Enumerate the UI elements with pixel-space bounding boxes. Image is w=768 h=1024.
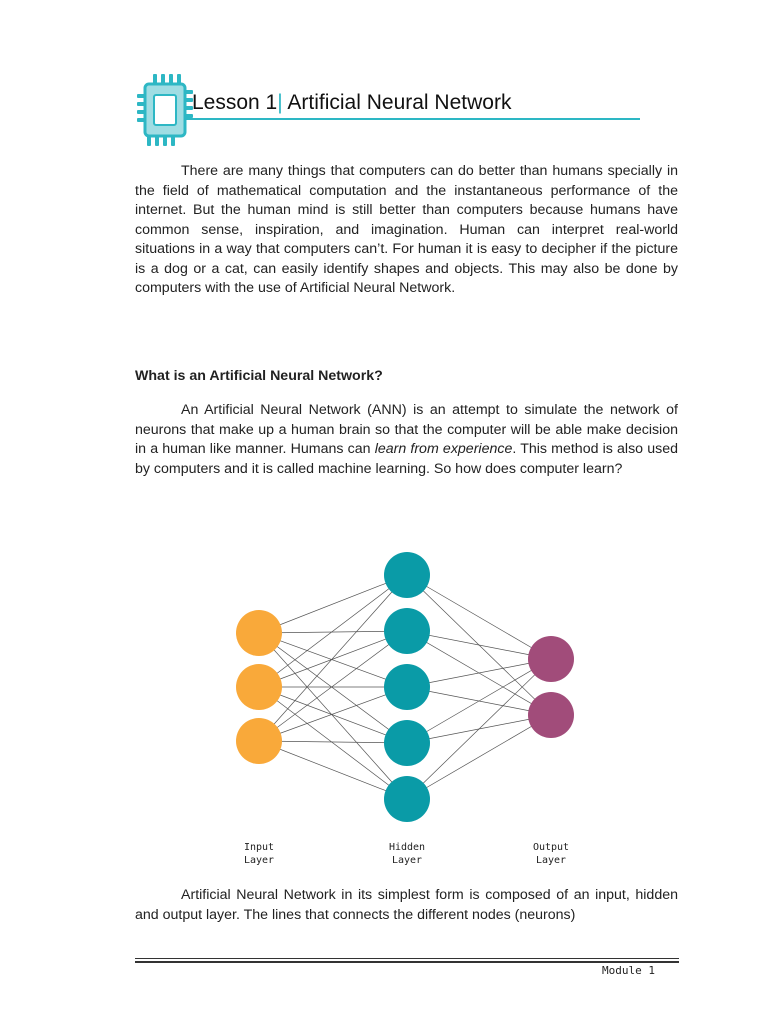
footer-divider-bottom xyxy=(135,961,679,963)
title-separator: | xyxy=(277,91,283,114)
lesson-topic: Artificial Neural Network xyxy=(287,91,512,114)
hidden-node xyxy=(384,720,430,766)
output-node xyxy=(528,692,574,738)
lesson-header xyxy=(135,72,640,152)
closing-paragraph: Artificial Neural Network in its simplest form is composed of an input, hidden and output layer. The lines that connects the different nodes (neurons) xyxy=(135,887,678,923)
ann-text-before: An Artificial Neural Network (ANN) is an attempt to simulate the network of neurons that make up a human brain so that the computer will be able make decision in a human like manner. Humans can xyxy=(135,402,678,457)
input-layer-label: Input Layer xyxy=(243,842,275,866)
layer-labels xyxy=(244,842,569,866)
lesson-number: Lesson 1 xyxy=(192,91,278,114)
hidden-node xyxy=(384,776,430,822)
input-node xyxy=(236,718,282,764)
connection-line xyxy=(407,659,551,743)
neural-network-diagram xyxy=(193,545,603,875)
ann-definition-paragraph xyxy=(135,401,678,479)
section-heading: What is an Artificial Neural Network? xyxy=(135,368,383,384)
hidden-node xyxy=(384,552,430,598)
intro-paragraph: There are many things that computers can do better than humans specially in the field of mathematical computation and the instantaneous performance of the internet. But the human mind is still better than computers because humans have common sense, inspiration, and imagination. Human can interpret real-world situations in a way that computers can’t. For human it is easy to decipher if the picture is a dog or a cat, can easily identify shapes and objects. This may also be done by computers with the use of Artificial Neural Network. xyxy=(135,163,678,296)
microchip-icon xyxy=(135,72,195,148)
ann-emphasis: learn from experience xyxy=(374,441,513,457)
hidden-node xyxy=(384,664,430,710)
hidden-node xyxy=(384,608,430,654)
ann-text-after: . This method is also used by computers and it is called machine learning. So how does computer learn? xyxy=(135,441,678,477)
connection-line xyxy=(259,741,407,799)
input-node xyxy=(236,664,282,710)
footer-divider-top xyxy=(135,958,679,959)
output-layer-label: Output Layer xyxy=(532,842,570,866)
connection-line xyxy=(259,575,407,633)
hidden-layer-label: Hidden Layer xyxy=(388,842,426,866)
connection-line xyxy=(407,715,551,799)
module-label: Module 1 xyxy=(602,964,655,977)
connection-line xyxy=(407,575,551,659)
output-node xyxy=(528,636,574,682)
input-node xyxy=(236,610,282,656)
title-underline xyxy=(185,118,640,120)
lesson-title xyxy=(192,91,511,115)
